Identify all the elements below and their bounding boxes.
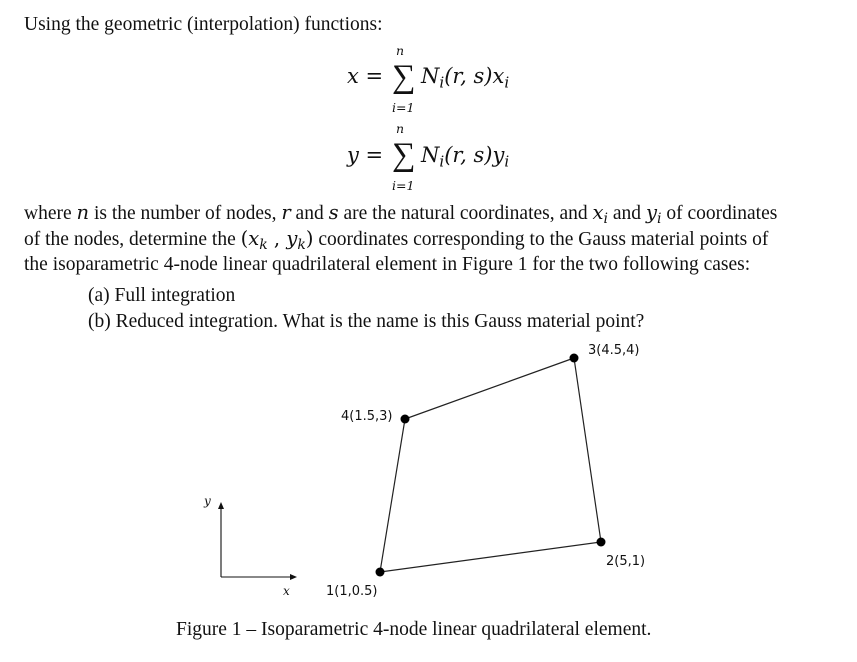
eq-y-sum-top: n xyxy=(396,121,405,136)
eq-x-rhs: $N_i(r$, $s)x_i$ xyxy=(421,64,510,92)
x-axis-label: x xyxy=(283,584,290,598)
para-line-3: the isoparametric 4-node linear quadrilateral element in Figure 1 for the two following cases: xyxy=(24,254,751,275)
node-4-point xyxy=(401,415,410,424)
case-b: (b) Reduced integration. What is the name is this Gauss material point? xyxy=(88,311,645,332)
para-line-1: where n is the number of nodes, r and s are the natural coordinates, and $x_i$ and $y_i$ of coordinates xyxy=(24,201,778,228)
figure-caption: Figure 1 – Isoparametric 4-node linear quadrilateral element. xyxy=(176,619,652,640)
eq-y-sum-bottom: i=1 xyxy=(392,178,415,193)
y-axis-arrow-icon xyxy=(218,502,224,509)
node-3-label: 3(4.5,4) xyxy=(588,343,640,358)
y-axis-label: y xyxy=(204,494,211,508)
eq-x-sum-top: n xyxy=(396,43,405,58)
eq-y-sigma: ∑ xyxy=(392,137,416,173)
node-1-label: 1(1,0.5) xyxy=(326,584,378,599)
eq-x-lhs: x = xyxy=(347,64,384,88)
eq-y-rhs: $N_i(r$, $s)y_i$ xyxy=(421,143,510,171)
eq-y-lhs: y = xyxy=(347,143,384,167)
case-a: (a) Full integration xyxy=(88,285,236,306)
intro-text: Using the geometric (interpolation) functions: xyxy=(24,14,383,35)
eq-x-sum-bottom: i=1 xyxy=(392,100,415,115)
eq-x-sigma: ∑ xyxy=(392,59,416,95)
node-2-point xyxy=(597,538,606,547)
node-1-point xyxy=(376,568,385,577)
x-axis-arrow-icon xyxy=(290,574,297,580)
node-2-label: 2(5,1) xyxy=(606,554,646,569)
quad-element-outline xyxy=(380,358,601,572)
para-line-2: of the nodes, determine the ($x_k$ , $y_k$) coordinates corresponding to the Gauss material points of xyxy=(24,227,769,254)
node-4-label: 4(1.5,3) xyxy=(341,409,393,424)
node-3-point xyxy=(570,354,579,363)
